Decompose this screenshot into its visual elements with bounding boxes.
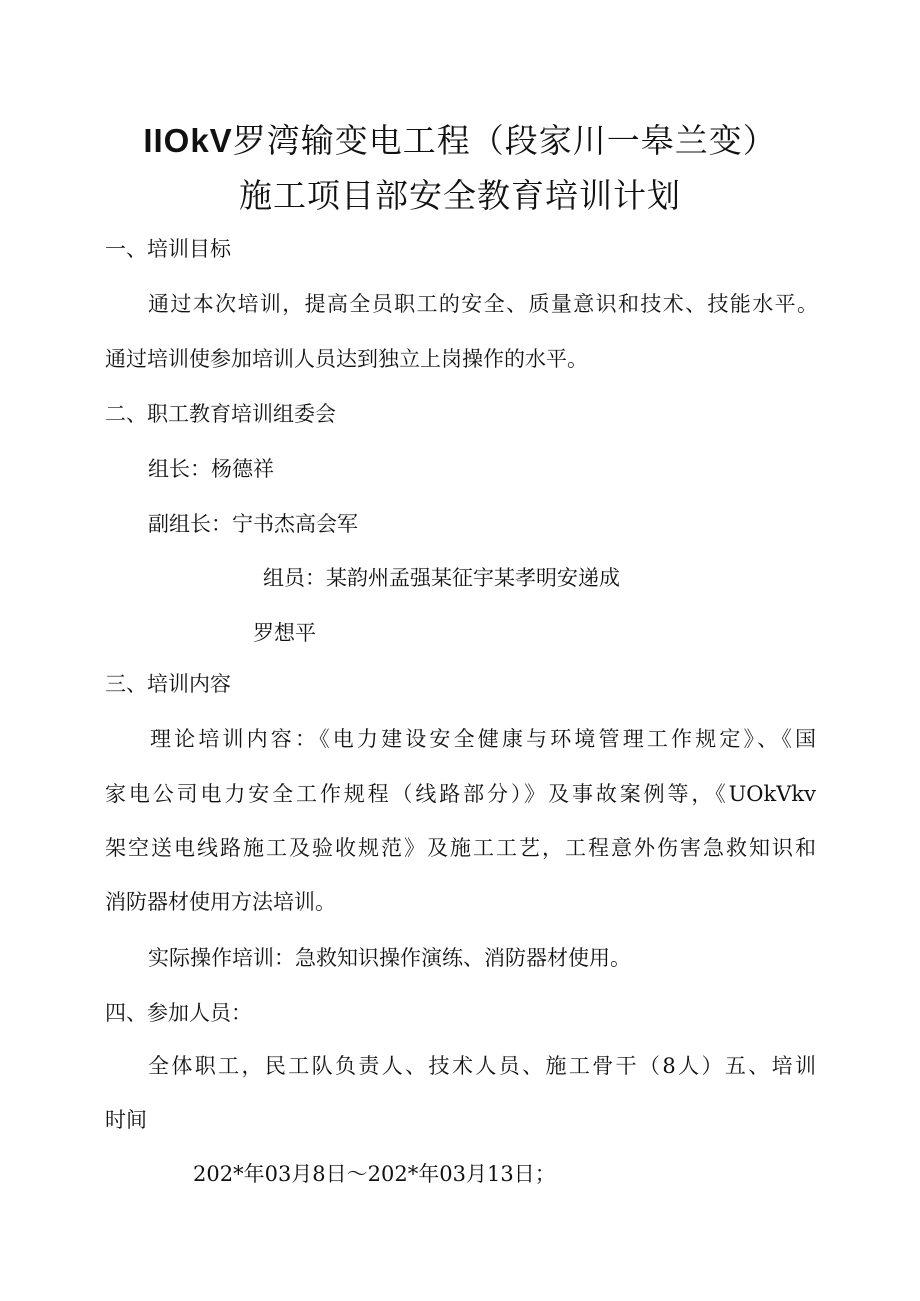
- paragraph-line: 全体职工，民工队负责人、技术人员、施工骨干（8人）五、培训: [148, 1054, 816, 1078]
- document-title-line-1: [0, 115, 920, 162]
- committee-deputy-leader: 副组长：宁书杰高会军: [148, 512, 358, 536]
- paragraph-line: 时间: [105, 1108, 147, 1132]
- section-heading-training-goal: 一、培训目标: [105, 237, 231, 261]
- paragraph-line: 架空送电线路施工及验收规范》及施工工艺，工程意外伤害急救知识和: [105, 836, 816, 860]
- committee-members: 组员：某韵州孟强某征宇某孝明安递成: [263, 566, 620, 590]
- section-heading-training-content: 三、培训内容: [105, 672, 231, 696]
- committee-leader: 组长：杨德祥: [148, 457, 274, 481]
- paragraph-line: 家电公司电力安全工作规程（线路部分）》及事故案例等，《UOkVkv: [105, 782, 816, 806]
- practical-training-line: 实际操作培训：急救知识操作演练、消防器材使用。: [148, 946, 631, 970]
- title-project-name: 罗湾输变电工程（段家川一皋兰变）: [232, 121, 777, 160]
- section-heading-committee: 二、职工教育培训组委会: [105, 402, 336, 426]
- training-dates: 202*年03月8日～202*年03月13日；: [193, 1162, 556, 1186]
- section-heading-participants: 四、参加人员：: [105, 1001, 252, 1025]
- document-title-line-2: 施工项目部安全教育培训计划: [239, 176, 681, 215]
- paragraph-line: 通过本次培训，提高全员职工的安全、质量意识和技术、技能水平。: [148, 292, 818, 316]
- paragraph-line: 通过培训使参加培训人员达到独立上岗操作的水平。: [105, 347, 588, 371]
- committee-members-continued: 罗想平: [253, 621, 316, 645]
- paragraph-line: 消防器材使用方法培训。: [105, 890, 336, 914]
- paragraph-line: 理论培训内容：《电力建设安全健康与环境管理工作规定》、《国: [150, 727, 816, 751]
- title-voltage-prefix: IIOkV: [143, 122, 233, 159]
